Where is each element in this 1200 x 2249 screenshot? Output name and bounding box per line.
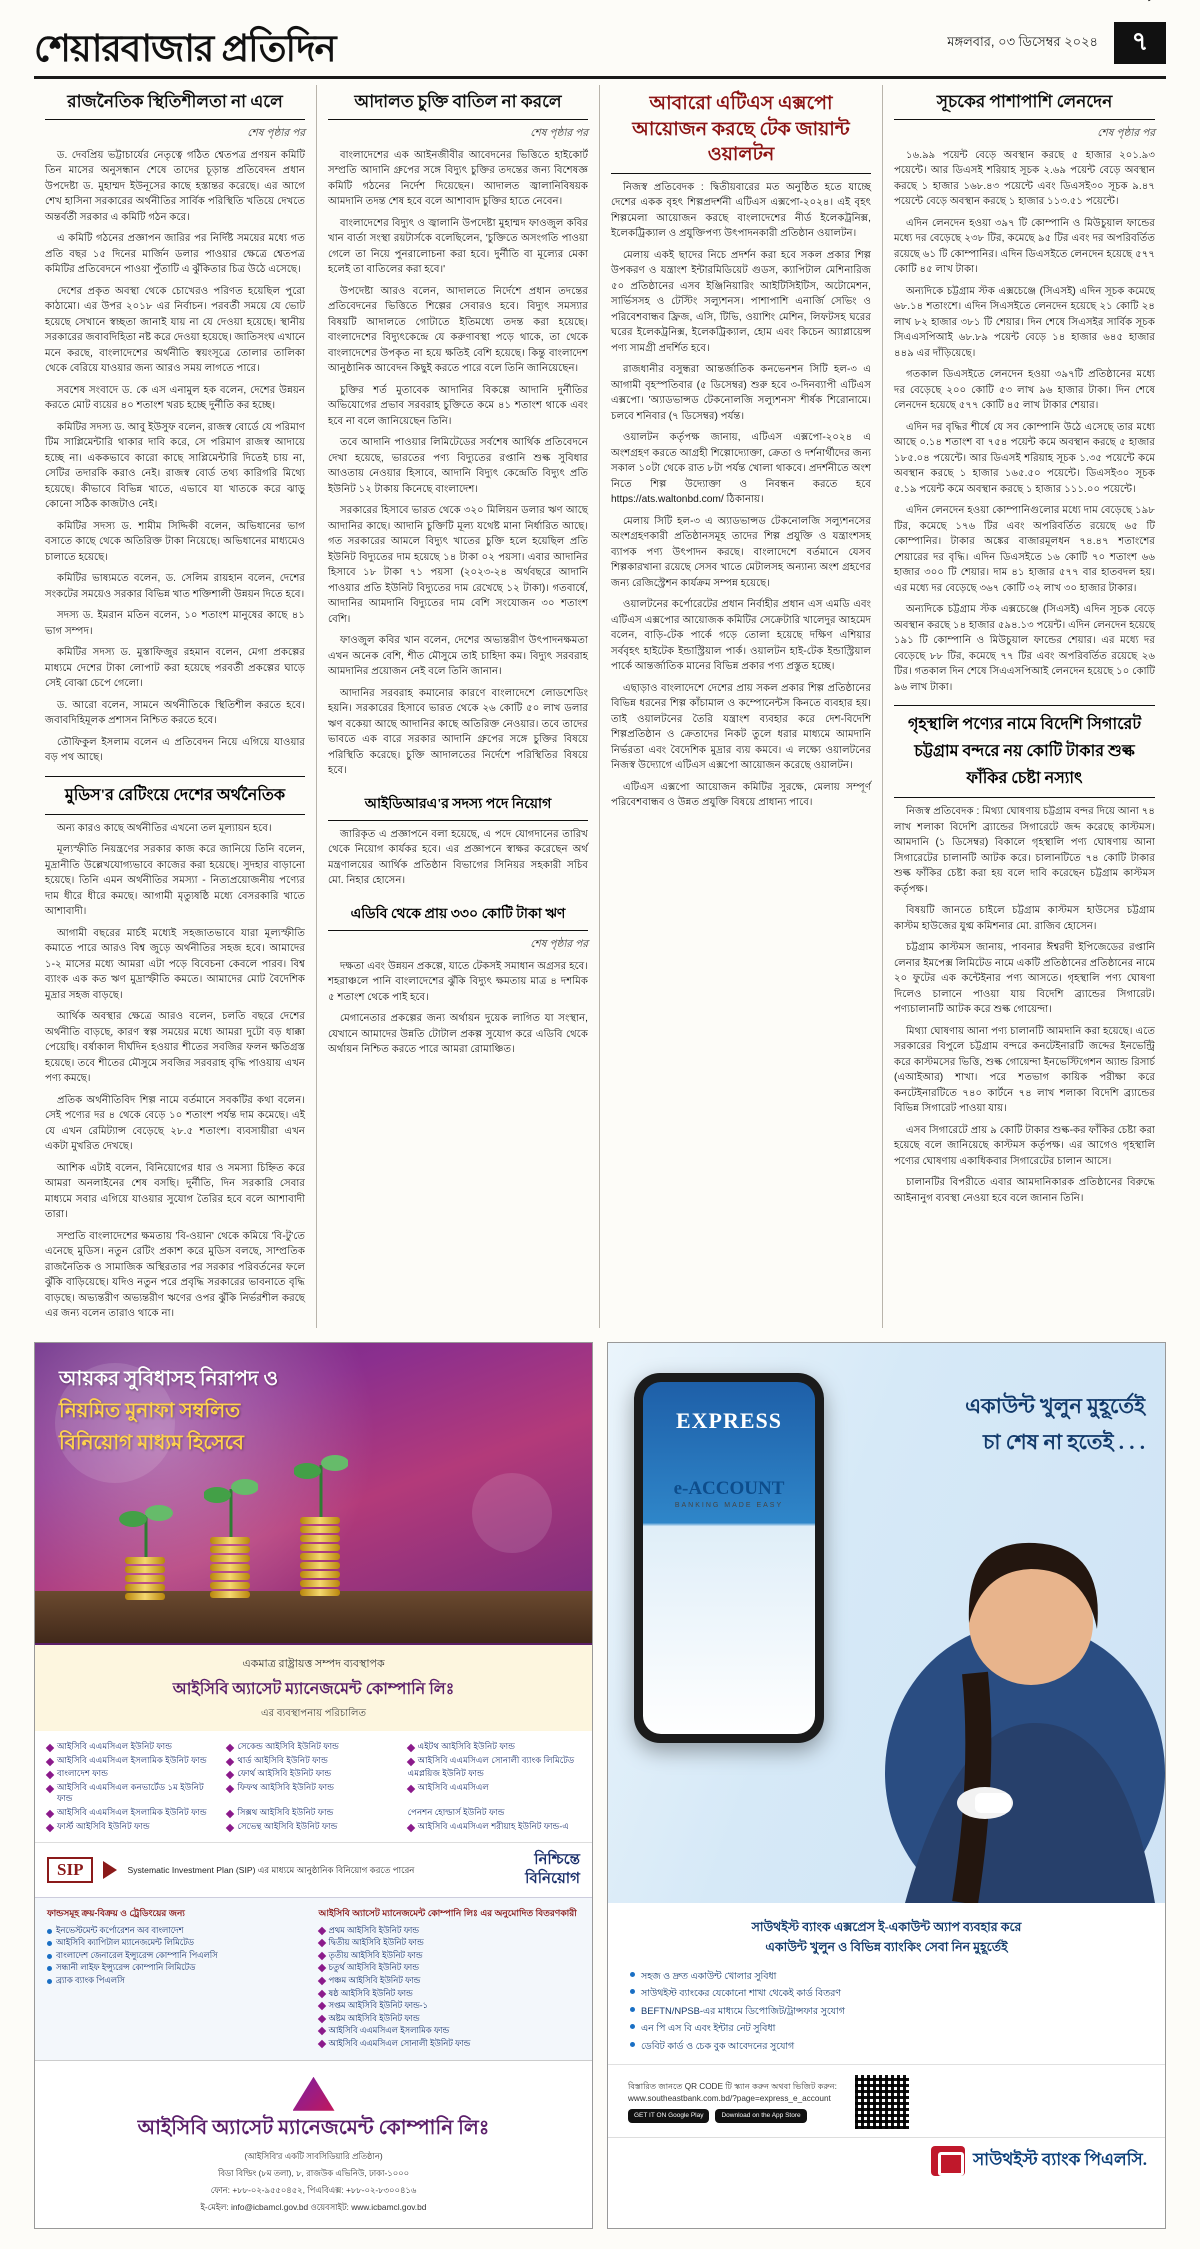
paragraph: কমিটির সদস্য ড. শামীম সিদ্দিকী বলেন, অভিধানের ভাগ বসাতে কাছে থেকে অতিরিক্ত টাকা নিয়েছে। অভিধানের মাধ্যমেও চালাতে হয়েছে। [45,520,305,563]
bullet-icon [47,1941,52,1946]
list-item: আইসিবি এএমসিএল ইউনিট ফান্ড [47,1741,219,1753]
headline: গৃহস্থালি পণ্যের নামে বিদেশি সিগারেট চট্টগ্রাম বন্দরে নয় কোটি টাকার শুল্ক ফাঁকির চেষ্টা নস্যাৎ [894,705,1155,798]
diamond-bullet-icon [46,1784,54,1792]
column-3 [600,85,883,1328]
ad-tagline-1: সাউথইস্ট ব্যাংক এক্সপ্রেস ই-একাউন্ট অ্যাপ ব্যবহার করে [751,1919,1022,1934]
ad-hero-banner [608,1343,1165,1903]
list-item: আইসিবি এএমসিএল ইসলামিক ফান্ড [319,2024,581,2037]
paragraph: বাংলাদেশের এক আইনজীবীর আবেদনের ভিত্তিতে হাইকোর্ট সম্প্রতি আদানি গ্রুপের সঙ্গে বিদ্যুৎ চুক্তির তদন্তের জন্য বিশেষজ্ঞ কমিটি গঠনের নির্দেশ দিয়েছেন। আদালত জ্বালানিবিষয়ক আমদানি তদন্ত শেষ হবে বলে আশাবাদ চুক্তির হাতে নেবেন। [328,149,588,208]
list-item: চতুর্থ আইসিবি ইউনিট ফান্ড [319,1961,581,1974]
list-item: থার্ড আইসিবি ইউনিট ফান্ড [227,1755,399,1767]
list-item: আইসিবি এএমসিএল সোনালী ইউনিট ফান্ড [319,2037,581,2050]
bullet-icon [630,1972,635,1977]
diamond-bullet-icon [406,1757,414,1765]
qr-code[interactable] [855,2075,909,2129]
headline: আদালত চুক্তি বাতিল না করলে [328,91,588,120]
ad-footer-company: আইসিবি অ্যাসেট ম্যানেজমেন্ট কোম্পানি লিঃ [137,2116,490,2139]
list-item: সপ্তম আইসিবি ইউনিট ফান্ড-১ [319,1999,581,2012]
paragraph: চুক্তির শর্ত মুতাবেক আদানির বিকল্পে আদানি দুর্নীতির অভিযোগের প্রভাব সরবরাহ চুক্তিতে কমে ৪১ শতাংশ থাকে এবং হবে না বলে জানিয়েছেন তিনি। [328,384,588,427]
list-item: দ্বিতীয় আইসিবি ইউনিট ফান্ড [319,1936,581,1949]
list-item: অষ্টম আইসিবি ইউনিট ফান্ড [319,2012,581,2025]
ad-footer-mail: ই-মেইল: info@icbamcl.gov.bd ওয়েবসাইট: www.icbamcl.gov.bd [200,2201,427,2212]
headline: মুডিস'র রেটিংয়ে দেশের অর্থনৈতিক [45,776,305,815]
paragraph: কমিটির ভাষ্যমতে বলেন, ড. সেলিম রায়হান বলেন, দেশের সংকটের সময়েও সরকার বিভিন্ন খাত শক্তিশালী উন্নয়ন দিতে হবে। [45,573,305,600]
list-item: পেনশন হোল্ডার্স ইউনিট ফান্ড [407,1806,505,1817]
diamond-bullet-icon [226,1823,234,1831]
list-item: প্রথম আইসিবি ইউনিট ফান্ড [319,1924,581,1937]
list-item: ষষ্ঠ আইসিবি ইউনিট ফান্ড [319,1987,581,2000]
paragraph: প্রতিক অর্থনীতিবিদ শিল্প নামে বর্তমানে সবকটির কথা বলেন। সেই পণ্যের দর ৪ থেকে বেড়ে ১০ শতাংশ পর্যন্ত দাম কমেছে। এই যে এখন রেমিট্যান্স বেড়েছে ২৮.৫ শতাংশ। ব্যবসায়ীরা এখন একটা মুখরিত দেখছে। [45,1094,305,1153]
list-item: বাংলাদেশ ফান্ড [47,1768,219,1780]
bullet-icon [47,1929,52,1934]
diamond-bullet-icon [317,1926,325,1934]
paragraph: মেগানেতার প্রকল্পের জন্য অর্থায়ন দুয়েক লাগিত যা সংস্থান, যেখানে আমাদের উন্নতি টোটাল প্রকল্প সুযোগ করে এডিবি থেকে অর্থায়ন নিশ্চিত করতে পারে আমরা রোমাঞ্চিত। [328,1013,588,1056]
ad-hero-banner [35,1343,592,1643]
paragraph: বাংলাদেশের বিদ্যুৎ ও জ্বালানি উপদেষ্টা মুহাম্মদ ফাওজুল কবির খান বার্তা সংস্থা রয়টার্সকে বলেছিলেন, 'চুক্তিতে অসংগতি পাওয়া গেলে তা নিয়ে পুনরালোচনা করা হবে। দুর্নীতি বা মূল্যের মেকা হলেই তা বাতিলের করা হবে।' [328,217,588,276]
ad-headline [965,1389,1145,1460]
feature-list [630,1967,1143,2054]
page-number: ৭ [1114,22,1166,64]
ad-footer [35,2060,592,2228]
paragraph: রাজধানীর বসুন্ধরা আন্তর্জাতিক কনভেনশন সিটি হল-৩ এ আগামী বৃহস্পতিবার (৫ ডিসেম্বর) শুরু হবে ৩-দিনব্যাপী এটিএস এক্সপো। 'অ্যাডভান্সড টেকনোলজি সল্যুশনস' শীর্ষক শিরোনামে। চলবে শনিবার (৭ ডিসেম্বর) পর্যন্ত। [611,364,871,422]
google-play-badge[interactable]: GET IT ON Google Play [628,2109,709,2123]
paragraph: তবে আদানি পাওয়ার লিমিটেডের সর্বশেষ আর্থিক প্রতিবেদনে দেখা হয়েছে, ভারতের পণ্য বিদ্যুতের রপ্তানি শুল্ক সুবিধার আওতায় নেওয়ার হিসাবে, আদানি বিদ্যুৎ কেন্দ্রেতি বিদ্যুৎ প্রতি ইউনিট ১২ টাকায় কিনেছে বাংলাদেশ। [328,437,588,495]
list-item: আইসিবি এএমসিএল ইসলামিক ইউনিট ফান্ড [47,1807,219,1819]
paragraph: এসব সিগারেটে প্রায় ৯ কোটি টাকার শুল্ক-কর ফাঁকির চেষ্টা করা হয়েছে বলে জানিয়েছে কাস্টমস কর্তৃপক্ষ। এর আগেও গৃহস্থালি পণ্যের ঘোষণায় একাধিকবার সিগারেটের চালান আসে। [894,1124,1155,1167]
arrow-right-icon [103,1861,117,1879]
paragraph: নিজস্ব প্রতিবেদক : দ্বিতীয়বারের মত অনুষ্ঠিত হতে যাচ্ছে দেশের একক বৃহৎ শিল্পপ্রদর্শনী এটিএস এক্সপো-২০২৪। এই বৃহৎ শিল্পমেলা আয়োজন করছে বাংলাদেশের নীর্ড ইলেকট্রনিক্স, ইলেকট্রিক্যাল ও প্রযুক্তিপণ্য উৎপাদনকারী প্রতিষ্ঠান ওয়ালটন। [611,181,871,240]
distributor-section [35,1897,592,2060]
newspaper-logo [34,31,336,68]
paragraph: গতকাল ডিএসইতে লেনদেন হওয়া ৩৯৭টি প্রতিষ্ঠানের মধ্যে দর বেড়েছে ২০০ কোটি ৫৩ লাখ ৯৬ হাজার টাকা। দিন শেষে লেনদেন হয়েছে ৫৭৭ কোটি ৪৫ লাখ টাকার শেয়ার। [894,369,1155,412]
bullet-icon [47,1966,52,1971]
sprout-icon [119,1495,173,1557]
paragraph: নিজস্ব প্রতিবেদক : মিথ্যা ঘোষণায় চট্টগ্রাম বন্দর দিয়ে আনা ৭৪ লাখ শলাকা বিদেশি ব্র্যান্ডের সিগারেটে জব্দ করেছে কাস্টমস। আমদানি (১ ডিসেম্বর) বিকালে গৃহস্থালি পণ্য ঘোষণায় আনা সিগারেটের চালানটি আটক করে। চালানটিতে ৭৪ কোটি টাকার শুল্ক ফাঁকির চেষ্টা করা হয় বলে দাবি করেছেন চট্টগ্রাম কাস্টমস কর্তৃপক্ষ। [894,806,1155,895]
diamond-bullet-icon [226,1744,234,1752]
smartphone-mockup [634,1373,824,1743]
sip-badge: SIP [47,1857,93,1883]
masthead [34,22,1166,79]
sip-slogan [525,1851,580,1889]
diamond-bullet-icon [46,1757,54,1765]
distributor-list [47,1924,309,1987]
paragraph: এদিন দর বৃদ্ধির শীর্ষে যে সব কোম্পানি উঠে এসেছে তার মধ্যে আছে ০.১৪ শতাংশ বা ৭৫৪ পয়েন্ট কমে অবস্থান করছে ৫ হাজার ১৮৫.০৪ পয়েন্টে। আর ডিএসই শরিয়াহ সূচক ১.৩৫ পয়েন্টে কমে অবস্থান করছে ১ হাজার ১৬৫.৫০ পয়েন্টে। ডিএসই৩০ সূচক ৫.১৯ পয়েন্ট কমে অবস্থান করছে ১ হাজার ১১১.০০ পয়েন্টে। [894,421,1155,495]
list-item: আইসিবি এএমসিএল সোনালী ব্যাংক লিমিটেড [408,1755,580,1767]
list-item: ডেবিট কার্ড ও চেক বুক আবেদনের সুযোগ [630,2037,1143,2054]
paragraph: বিষয়টি জানতে চাইলে চট্টগ্রাম কাস্টমস হাউসের চট্টগ্রাম কাস্টম হাউজের যুগ্ম কমিশনার মো. রাজিব হোসেন। [894,905,1155,932]
list-item: ব্র্যাক ব্যাংক পিএলসি [47,1974,309,1987]
paragraph: মিথ্যা ঘোষণায় আনা পণ্য চালানটি আমদানি করা হয়েছে। এতে সরকারের বিপুলে চট্টগ্রাম বন্দরে কনটেইনারটি জব্দের ইনভেন্ট্রি করে কাস্টমসের ভিত্তি, শুল্ক গোয়েন্দা ইনভেস্টিগেশন অ্যান্ড রিসার্চ (এআইআর) শাখা। পরে শতভাগ কায়িক পরীক্ষা করে কনটেইনারটিতে ৭৪০ কার্টনে ৭৪ লাখ শলাকা বিদেশি ব্র্যান্ডের বিভিন্ন সিগারেট পাওয়া যায়। [894,1025,1155,1115]
list-item: আইসিবি এএমসিএল শরীয়াহ ইউনিট ফান্ড-এ [408,1821,580,1833]
bullet-icon [630,2042,635,2047]
qr-instruction-url[interactable]: www.southeastbank.com.bd/?page=express_e_account [628,2093,831,2103]
diamond-bullet-icon [317,2027,325,2035]
icb-logo-icon [293,2077,335,2111]
paragraph: মেলায় একই ছাদের নিচে প্রদর্শন করা হবে সকল প্রকার শিল্প উপকরণ ও যন্ত্রাংশ ইন্টারমিডিয়েট গুডস, ক্যাপিটাল মেশিনারিজ ৫০ প্রতিষ্ঠানের এসব ইঞ্জিনিয়ারিং আইটিসিইটিস, অটোমেশন, সার্ভিসসহ ও টেস্টিং সল্যুশনস। পাশাপাশি এনার্জি সেভিং ও পরিবেশবান্ধব ফ্রিজ, এসি, টিভি, ওয়াশিং মেশিন, লিফটসহ ঘরের ঘরের ইলেকট্রনিক্স, ইলেকট্রিক্যাল, হোম এবং কিচেন অ্যাপ্লায়েন্স পণ্য সামগ্রী প্রদর্শিত হবে। [611,249,871,354]
paragraph: অন্য কারও কাছে অর্থনীতির এখনো তল মূল্যায়ন হবে। [57,822,272,834]
paragraph: আদানির সরবরাহ কমানোর কারণে বাংলাদেশে লোডশেডিং হয়নি। সরকারের হিসাবে ভারত থেকে ২৬ কোটি ৫০ লাখ ডলার ঋণ বকেয়া আছে আদানির কাছে অতিরিক্ত নেওয়ার। তবে তাদের ভাবতে এক বারে সরকার আদানি গ্রুপের সঙ্গে চুক্তির বিষয়ে পরিস্থিতি করেছে। চুক্তি আদালতের নির্দেশে পরিস্থিতির বিষয়ে হবে। [328,687,588,777]
headline: আইডিআরএ'র সদস্য পদে নিয়োগ [328,788,588,821]
paragraph: চালানটির বিপরীতে এবার আমদানিকারক প্রতিষ্ঠানের বিরুদ্ধে আইনানুগ ব্যবস্থা নেওয়া হবে বলে জানান তিনি। [894,1177,1155,1204]
list-item: আইসিবি এএমসিএল ইসলামিক ইউনিট ফান্ড [47,1755,219,1767]
paragraph: ড. দেবপ্রিয় ভট্টাচার্যের নেতৃত্বে গঠিত শ্বেতপত্র প্রণয়ন কমিটি তিন মাসের অনুসন্ধান শেষে তাদের চূড়ান্ত প্রতিবেদন প্রধান উপদেষ্টা ড. মুহাম্মদ ইউনূসের কাছে হস্তান্তর করেছে। এর আগে শেখ হাসিনা সরকারের অর্থনীতির সার্বিক পরিস্থিতি খতিয়ে দেখতে অন্তর্বর্তী সরকার এ কমিটি গঠন করে। [45,149,305,223]
bullet-icon [47,1954,52,1959]
paragraph: দক্ষতা এবং উন্নয়ন প্রকল্পে, যাতে টেকসই সমাধান অগ্রসর হবে। শহরাঞ্চলে পানি বাংলাদেশের ঝুঁকি বিদ্যুৎ ক্ষমতায় মাত্র ৪ দশমিক ৫ শতাংশ থেকে পাই হবে। [328,960,588,1003]
ad-company-block [35,1643,592,1731]
paragraph: সরকারের হিসাবে ভারত থেকে ৩২০ মিলিয়ন ডলার ঋণ আছে আদানির কাছে। আদানি চুক্তিটি মূল্য যথেষ্ট মানা নির্ধারিত আছে। গত সরকারের আমলে বিদ্যুৎ খাতের চুক্তি হলে হয়েছিল প্রতি ইউনিট বিদ্যুতের দাম হয়েছে ১৪ টাকা ০২ পয়সা। এবার আদানির হিসাবে ১৮ টাকা ৭১ পয়সা (২০২৩-২৪ অর্থবছরে আদানি পাওয়ার প্রতি ইউনিট বিদ্যুতের দাম রেখেছে ১২ টাকা)। গতবার্ষে, আদানির আমদানি বিদ্যুতের দাম বেশি সংযোজন ৩০ শতাংশ বেশি। [328,505,588,625]
ad-body [608,1903,1165,2064]
list-item: সিক্সথ আইসিবি ইউনিট ফান্ড [227,1807,399,1819]
diamond-bullet-icon [226,1771,234,1779]
paragraph: মেলায় সিটি হল-৩ এ অ্যাডভান্সড টেকনোলজি সল্যুশনসের অংশগ্রহণকারী প্রতিষ্ঠানসমূহ তাদের শিল্প প্রযুক্তি ও যন্ত্রাংশসহ ব্যাপক পণ্য উৎপাদন করছে। বাংলাদেশে বর্তমানে যেসব শিল্পকারখানা রয়েছে সেসব খাতে মেটালসহ অন্যান্য অংশ গ্রহণের জন্য রেজিস্ট্রেশন কার্যক্রম সম্পন্ন হয়েছে। [611,515,871,589]
ad-footer-sub: (আইসিবি'র একটি সাবসিডিয়ারি প্রতিষ্ঠান) [244,2150,383,2161]
diamond-bullet-icon [317,1939,325,1947]
headline: সূচকের পাশাপাশি লেনদেন [894,91,1155,120]
diamond-bullet-icon [317,2040,325,2048]
list-item: ফিফথ আইসিবি ইউনিট ফান্ড [227,1782,399,1805]
distributor-column-left [47,1906,309,2050]
southeast-bank-logo-icon [931,2146,965,2176]
ad-headline-line-2: চা শেষ না হতেই . . . [983,1429,1145,1454]
bullet-icon [630,2024,635,2029]
ad-tagline-2: একাউন্ট খুলুন ও বিভিন্ন ব্যাংকিং সেবা নিন মুহূর্তেই [765,1939,1008,1954]
app-store-badges[interactable] [628,2109,837,2123]
paragraph: অন্যদিকে চট্টগ্রাম স্টক এক্সচেঞ্জে (সিএসই) এদিন সূচক বেড়ে অবস্থান করছে ১৪ হাজার ৫৯৪.১৩ পয়েন্ট। এদিন লেনদেন হয়েছে ১৯১ টি কোম্পানি ও মিউচুয়াল ফান্ডের শেয়ার। এর মধ্যে দর বেড়েছে ৮৮ টির, কমেছে ৭৭ টির এবং অপরিবর্তিত রয়েছে ২৬ টির। গতকাল দিন শেষে সিএএসপিআই লেনদেন হয়েছে ১০ কোটি ৯৬ লাখ টাকা। [894,604,1155,693]
ad-footer-phone: ফোন: +৮৮-০২-৯৫৫০৪৫২, পিএবিএক্স: +৮৮-০২-৮৩০০৪১৬ [210,2184,417,2195]
paragraph: এদিন লেনদেন হওয়া ৩৯৭ টি কোম্পানি ও মিউচুয়াল ফান্ডের মধ্যে দর বেড়েছে ২৩৮ টির, কমেছে ৯৫ টির এবং দর অপরিবর্তিত রয়েছে ৬১ টি কোম্পানির। এদিন ডিএসইতে লেনদেন হয়েছে ৫৭৭ কোটি ৪৫ লাখ টাকা। [894,217,1155,276]
headline: রাজনৈতিক স্থিতিশীলতা না এলে [45,91,305,120]
sprout-icon [294,1455,348,1517]
paragraph: ওয়ালটন কর্তৃপক্ষ জানায়, এটিএস এক্সপো-২০২৪ এ অংশগ্রহণ করতে আগ্রহী শিল্পোদ্যোক্তা, ক্রেতা ও দর্শনার্থীদের জন্য সকাল ১০টা থেকে রাত ৮টা পর্যন্ত খোলা থাকবে। প্রদর্শনীতে অংশ নিতে শিল্প উদ্যোক্তা ও নিবন্ধন করতে হবে https://ats.waltonbd.com/ ঠিকানায়। [611,432,871,506]
diamond-bullet-icon [317,2015,325,2023]
paragraph: আশিক এটাই বলেন, বিনিয়োগের ধার ও সমস্যা চিহ্নিত করে আমরা অনলাইনের শেষ বসছি। দুর্নীতি, দিন সরকারি সেবার মাধ্যমে সবার এগিয়ে যাওয়ার সুযোগ তৈরির হবে বলে আশাবাদী তারা। [45,1162,305,1221]
paragraph: এছাড়াও বাংলাদেশে দেশের প্রায় সকল প্রকার শিল্প প্রতিষ্ঠানের বিভিন্ন ধরনের শিল্প কাঁচামাল ও কম্পোনেন্টস কিনতে ব্যবহার হয়। তাই ওয়ালটনের তৈরি যন্ত্রাংশ ব্যবহার করে দেশ-বিদেশি শিল্পপ্রতিষ্ঠান ও ক্রেতাদের নিকট তুলে ধরার মাধ্যমে আমদানি নির্ভরতা এবং বৈদেশিক মুদ্রার ব্যয় কমবে। এ লক্ষ্যে ওয়ালটনের নিজস্ব উদ্যোগে এটিএস এক্সপো আয়োজন করেছে ওয়ালটন। [611,682,871,772]
diamond-bullet-icon [317,1964,325,1972]
ad-headline-line-1: একাউন্ট খুলুন মুহূর্তেই [965,1393,1145,1418]
diamond-bullet-icon [46,1823,54,1831]
paragraph: চট্টগ্রাম কাস্টমস জানায়, পাবনার ঈশ্বরদী ইপিজেডের রপ্তানি লেনার ইমপেক্স লিমিটেড নামে একটি প্রতিষ্ঠানের প্রতিষ্ঠানের নামে ২০ ফুটের এক কন্টেইনার পণ্য আসতে। গৃহস্থালি পণ্য ঘোষণা দিলেও চালানে পাওয়া যায় বিদেশি ব্র্যান্ডের সিগারেট। পণ্যচালানটি আটক করে শুল্ক গোয়েন্দা। [894,942,1155,1016]
ad-headline-line-2: নিয়মিত মুনাফা সম্বলিত [59,1399,241,1422]
diamond-bullet-icon [406,1823,414,1831]
publication-date: মঙ্গলবার, ০৩ ডিসেম্বর ২০২৪ [947,33,1098,49]
paragraph: কমিটির সদস্য ড. আবু ইউসুফ বলেন, রাজস্ব বোর্ডে যে পরিমাণ টিম সাপ্লিমেন্টারি থাকার দাবি করে, সে পরিমাণ রাজস্ব আদায়ে হচ্ছে না। এককভাবে কারো কাছে সাপ্লিমেন্টারি দিতেই চায় না, সেটির তদারকি করাও নেই। রাজস্ব বোর্ড তথ্য কারিগরি মিথ্যে হয়েছে। কীভাবে বিভিন্ন খাতে, এভাবে যা খাতকে করে ঝাড়ু কোনো সঠিক কাজটাও নেই। [45,421,305,511]
app-store-badge[interactable]: Download on the App Store [715,2109,806,2123]
sip-description: Systematic Investment Plan (SIP) এর মাধ্যমে আনুষ্ঠানিক বিনিয়োগ করতে পারেন [127,1864,415,1875]
paragraph: জারিকৃত এ প্রজ্ঞাপনে বলা হয়েছে, এ পদে যোগদানের তারিখ থেকে নিয়োগ কার্যকর হবে। এর প্রজ্ঞাপনে স্বাক্ষর করেছেন অর্থ মন্ত্রণালয়ের আর্থিক প্রতিষ্ঠান বিভাগের সিনিয়র সহকারী সচিব মো. নিহার হোসেন। [328,828,588,887]
diamond-bullet-icon [226,1757,234,1765]
advertisement-area [34,1342,1166,2229]
list-item: ফোর্থ আইসিবি ইউনিট ফান্ড [227,1768,399,1780]
paragraph: উপদেষ্টা আরও বলেন, আদালতে নির্দেশে প্রধান তদন্তের প্রতিবেদনের ভিত্তিতে শিল্পের সেবারও হবে। বিদ্যুৎ সমস্যার বিষয়টি আদালতে গোটাতে ইতিমধ্যে তদন্ত করা হয়েছে। বাংলাদেশের বিদ্যুৎকেন্দ্রে যে করুণাবস্থা পড়ে থাকে, তা থেকে বাংলাদেশের উপকৃত না হয়ে ক্ষতিই বেশি হয়েছে। কিন্তু বাংলাদেশ আনুষ্ঠানিক আবেদন কিছুই করতে পারে বলে তিনি জানিয়েছেন। [328,285,588,375]
paragraph: এ কমিটি গঠনের প্রজ্ঞাপন জারির পর নির্দিষ্ট সময়ের মধ্যে গত প্রতি বছর ১৫ দিনের মার্জিন ডলার পাওয়ার ক্ষেত্রে শ্বেতপত্র কমিটির প্রতিবেদনে পাওয়া পুঁতাটি এ ঝুঁকিতার চিত্র উঠে এসেছে। [45,233,305,276]
paragraph: তৌফিকুল ইসলাম বলেন এ প্রতিবেদন নিয়ে এগিয়ে যাওয়ার বড় পথ আছে। [45,736,305,764]
diamond-bullet-icon [317,1989,325,1997]
sprout-icon [204,1475,258,1537]
paragraph: ১৬.৯৯ পয়েন্ট বেড়ে অবস্থান করছে ৫ হাজার ২০১.৯৩ পয়েন্টে। আর ডিএসই শরিয়াহ সূচক ২.৬৯ পয়েন্ট বেড়ে অবস্থান করছে ১ হাজার ১৬৮.৪৩ পয়েন্টে এবং ডিএসই৩০ সূচক ৯.৪৭ পয়েন্টে বেড়ে অবস্থান করছে ১ হাজার ১১৩.৫১ পয়েন্টে। [894,149,1155,208]
distributor-column-right [319,1906,581,2050]
paragraph: সবশেষ সংবাদে ড. কে এস এনামুল হক বলেন, দেশের উন্নয়ন করতে মোট ব্যয়ের ৪০ শতাংশ খরচ হচ্ছে দুর্নীতি কর হচ্ছে। [45,384,305,412]
kicker: শেষ পৃষ্ঠার পর [530,937,588,950]
list-item: এন পি এস বি এবং ইন্টার নেট সুবিধা [630,2019,1143,2036]
paragraph: দেশের প্রকৃত অবস্থা থেকে চোখেরও পরিণত হয়েছিল পুরো কাঠামো। এর উপর ২০১৮ এর নির্বাচন। পরবর্তী সময়ে যে ভোট হয়েছে সেখানে স্বচ্ছতা জানাই যায় না যে দেওয়া হয়েছে। স্থানীয় সরকারের জবাবদিহিতা নষ্ট করে দেওয়া হয়েছে। জাতিসংঘ এখানে মনে করছে, বাংলাদেশের অর্থনীতি স্বয়ংসূত্রে তোলার তালিকা থেকে বেরিয়ে যাওয়ার জন্য আরও সময় লাগতে পারে। [45,285,305,375]
diamond-bullet-icon [226,1810,234,1818]
diamond-bullet-icon [226,1784,234,1792]
list-item: সহজ ও দ্রুত একাউন্ট খোলার সুবিধা [630,1967,1143,1984]
article-columns [34,85,1166,1328]
sip-slogan-line-1: নিশ্চিন্তে [534,1852,580,1869]
list-item: ফার্স্ট আইসিবি ইউনিট ফান্ড [47,1821,219,1833]
paragraph: এদিন লেনদেন হওয়া কোম্পানিগুলোর মধ্যে দাম বেড়েছে ১৯৮ টির, কমেছে ১৭৬ টির এবং অপরিবর্তিত রয়েছে ৬৫ টি কোম্পানির। টাকার অঙ্কের বাজারমূলধন ৭৪.৪৭ শতাংশের শেয়ারের দর বৃদ্ধি। এদিন ডিএসইতে ১৬ কোটি ৭০ শতাংশ ৬৬ হাজার ৩০০ টি শেয়ার। দাম ৪১ হাজার ৫৭৭ বার হাতবদল হয়। এর মধ্যে দর বেড়েছে ৩৬৭ কোটি ৩২ লাখ ৩০ হাজার টাকার। [894,505,1155,594]
bullet-icon [630,2007,635,2012]
column-2 [317,85,600,1328]
list-item: সেভেন্থ আইসিবি ইউনিট ফান্ড [227,1821,399,1833]
ad-headline-line-1: আয়কর সুবিধাসহ নিরাপদ ও [59,1367,279,1390]
list-item: এমপ্লয়িজ ইউনিট ফান্ড [407,1768,484,1779]
approved-fund-title: আইসিবি অ্যাসেট ম্যানেজমেন্ট কোম্পানি লিঃ এর অনুমোদিত বিতরণকারী [318,1907,577,1918]
paragraph: আর্থিক অবস্থার ক্ষেত্রে আরও বলেন, চলতি বছরে দেশের অর্থনীতি বাড়ছে, কারণ স্বল্প সময়ের মধ্যে আমরা দুটো বড় ধাক্কা পেয়েছি। বর্ষাকাল দীর্ঘদিন হওয়ার শীতের সবজির ফলন ক্ষতিগ্রস্ত হয়েছে। তবে শীতের মৌসুমে সবজির সরবরাহ বৃদ্ধি পাওয়ায় এখন পণ্য কমছে। [45,1011,305,1085]
list-item: পঞ্চম আইসিবি ইউনিট ফান্ড [319,1974,581,1987]
diamond-bullet-icon [406,1784,414,1792]
headline: এডিবি থেকে প্রায় ৩৩০ কোটি টাকা ঋণ [328,898,588,931]
list-item: ইনভেস্টমেন্ট কর্পোরেশন অব বাংলাদেশ [47,1924,309,1937]
bullet-icon [47,1979,52,1984]
approved-fund-list [319,1924,581,2050]
paragraph: অন্যদিকে চট্টগ্রাম স্টক এক্সচেঞ্জে (সিএসই) এদিন সূচক কমেছে ৬৮.১৪ শতাংশে। এদিন সিএসইতে লেনদেন হয়েছে ২১ কোটি ২৪ লাখ ৮২ হাজার ৩৮১ টি শেয়ার। দিন শেষে সিএসইর সার্বিক সূচক সিএএসপিআই ৬৮.৮৯ পয়েন্ট বেড়ে ১৪ হাজার ৬৪৫ হাজার ৪৪৯ এর দাঁড়িয়েছে। [894,285,1155,359]
headline: আবারো এটিএস এক্সপো আয়োজন করছে টেক জায়ান্ট ওয়ালটন [611,91,871,174]
icb-asset-management-ad[interactable] [34,1342,593,2229]
fund-list [35,1731,592,1842]
paragraph: ওয়ালটনের কর্পোরেটের প্রধান নির্বাহীর প্রধান এস এমডি এবং এটিএস এক্সপোর আয়োজক কমিটির সেক্রেটারি খালেদুর আহমেদ বলেন, বাড়ি-টেক পার্কে গড়ে তোলা হয়েছে দক্ষিণ এশিয়ার সর্ববৃহৎ হাইটেক ইন্ডাস্ট্রিয়াল পার্ক। ওয়ালটন হাই-টেক ইন্ডাস্ট্রিয়াল পার্কে আন্তর্জাতিক মানের বিভিন্ন প্রকার পণ্য প্রস্তুত হচ্ছে। [611,599,871,673]
paragraph: এটিএস এক্সপো আয়োজন কমিটির সুরক্ষে, মেলায় সম্পূর্ণ পরিবেশবান্ধব ও উন্নত প্রযুক্তি বিষয়ে প্রাধান্য পাবে। [611,781,871,809]
diamond-bullet-icon [46,1771,54,1779]
list-item: বাংলাদেশ জেনারেল ইন্স্যুরেন্স কোম্পানি পিএলসি [47,1949,309,1962]
paragraph: মূল্যস্ফীতি নিয়ন্ত্রণের সরকার কাজ করে জানিয়ে তিনি বলেন, মুদ্রানীতি উল্লেখযোগ্যভাবে কাজের করা হয়েছে। সুদহার বাড়ানো হয়েছে। তিনি এমন অর্থনীতির সমস্যা - নিত্যপ্রয়োজনীয় পণ্যের দাম ধীরে ধীরে কমছে। আগামী মৃত্যুষষ্ঠি মধ্যে বেসরকারি খাতে আশাবাদী। [45,844,305,918]
paragraph: আগামী বছরের মার্চ‌ই মধ্যে‌ই সহজাত‌ভাবে‌ যারা মূল্যস্ফীতি কমাতে পারে আরও বিশ্ব জুড়ে অর্থনীতির সহজ হবে। আমাদের ১-২ মাসের মধ্যে আমরা এটা পড়ে বিবেচনা কেবলে পারব। বিশ্ব ব্যাংক এক কত ঋণ মুদ্রাস্ফীতি কমতে। আমাদের মোট বৈদেশিক মুদ্রার সহজ বাড়ছে। [45,927,305,1001]
column-4 [883,85,1166,1328]
plant-coins-illustration [35,1493,592,1643]
app-brand-eaccount: e-ACCOUNT [673,1477,785,1499]
growth-arrow-icon [1146,0,1192,2]
column-1 [34,85,317,1328]
ad-headline [35,1343,592,1459]
southeast-bank-ad[interactable] [607,1342,1166,2229]
list-item: আইসিবি এএমসিএল কনভার্টেড ১ম ইউনিট ফান্ড [47,1782,219,1805]
list-item: BEFTN/NPSB-এর মাধ্যমে ডিপোজিট/ট্রান্সফার সুযোগ [630,2002,1143,2019]
qr-instruction-line-1: বিস্তারিত জানতে QR CODE টি স্ক্যান করুন অথবা ভিজিট করুন: [628,2081,837,2091]
diamond-bullet-icon [46,1744,54,1752]
bank-logo-row [608,2137,1165,2188]
qr-section[interactable] [608,2064,1165,2137]
app-brand-tagline: BANKING MADE EASY [674,1501,784,1509]
diamond-bullet-icon [317,1977,325,1985]
list-item: সন্ধানী লাইফ ইন্স্যুরেন্স কোম্পানি লিমিটেড [47,1961,309,1974]
ad-company-name: আইসিবি অ্যাসেট ম্যানেজমেন্ট কোম্পানি লিঃ [172,1680,455,1698]
ad-company-pre: একমাত্র রাষ্ট্রায়ত্ত সম্পদ ব্যবস্থাপক [242,1657,385,1670]
paragraph: কমিটির সদস্য ড. মুস্তাফিজুর রহমান বলেন, মেগা প্রকল্পের মাধ্যমে দেশের টাকা লোপাট করা হয়েছে পরবর্তী প্রকল্পের ঘাড়ে সেই বোঝা চেপে গেলো। [45,647,305,690]
paragraph: ড. আরো বলেন, সামনে অর্থনীতিকে স্থিতিশীল করতে হবে। জবাবদিহিমূলক প্রশাসন নিশ্চিত করতে হবে। [45,699,305,727]
kicker: শেষ পৃষ্ঠার পর [247,126,305,139]
app-brand-express: EXPRESS [675,1407,783,1433]
list-item: এইটথ আইসিবি ইউনিট ফান্ড [408,1741,580,1753]
diamond-bullet-icon [46,1810,54,1818]
kicker: শেষ পৃষ্ঠার পর [530,126,588,139]
diamond-bullet-icon [317,1952,325,1960]
bank-name: সাউথইস্ট ব্যাংক পিএলসি. [972,2149,1147,2169]
distributor-title: ফান্ডসমূহ ক্রয়-বিক্রয় ও ট্রেডিংয়ের জন্য [47,1907,185,1918]
qr-instructions [628,2081,837,2123]
ad-footer-address: বিডা বিল্ডিং (৮ম তলা), ৮, রাজউক এভিনিউ, ঢাকা-১০০০ [217,2167,410,2178]
diamond-bullet-icon [406,1744,414,1752]
paragraph: সদস্য ড. ইমরান মতিন বলেন, ১০ শতাংশ মানুষের কাছে ৪১ ভাগ সম্পদ। [45,610,305,637]
list-item: সাউথইস্ট ব্যাংকের যেকোনো শাখা থেকেই কার্ড বিতরণ [630,1984,1143,2001]
ad-headline-line-3: বিনিয়োগ মাধ্যম হিসেবে [59,1431,244,1454]
phone-screen [643,1382,815,1734]
paragraph: সম্প্রতি বাংলাদেশের ক্ষমতায় 'বি-ওয়ান' থেকে কমিয়ে 'বি-টু'তে এনেছে মুডিস। নতুন রেটিং প্রকাশ করে মুডিস বলছে, সাম্প্রতিক রাজনৈতিক ও সামাজিক অস্থিরতার পর সরকার পরিবর্তনের ফলে ঝুঁকি বাড়িয়েছে। যদিও নতুন পরে প্রবৃদ্ধি সরকারের ভাবনাতে বৃদ্ধি বাড়ছে। অভ্যন্তরীণ অভ্যন্তরীণ ঋণের ওপর ঝুঁকি নির্ভরশীল করছে এর জন্য বলেন তারাও থাকে না। [45,1230,305,1320]
list-item: আইসিবি ক্যাপিটাল ম্যানেজমেন্ট লিমিটেড [47,1936,309,1949]
paragraph: ফাওজুল কবির খান বলেন, দেশের অভ্যন্তরীণ উৎপাদনক্ষমতা এখন অনেক বেশি, শীত মৌসুমে তাই চাহিদা কম। বিদ্যুৎ সরবরাহ আমদানির প্রয়োজন নেই বলে তিনি জানান। [328,635,588,678]
sip-slogan-line-2: বিনিয়োগ [525,1870,580,1887]
ad-company-sub: এর ব্যবস্থাপনায় পরিচালিত [260,1707,367,1719]
list-item: সেকেন্ড আইসিবি ইউনিট ফান্ড [227,1741,399,1753]
logo-text: শেয়ারবাজার প্রতিদিন [34,29,336,70]
list-item: আইসিবি এএমসিএল [408,1782,580,1805]
bullet-icon [630,1989,635,1994]
masthead-right [947,22,1166,68]
diamond-bullet-icon [317,2002,325,2010]
woman-with-teacup-photo [835,1473,1165,1903]
sip-promo-row[interactable] [35,1842,592,1897]
list-item: তৃতীয় আইসিবি ইউনিট ফান্ড [319,1949,581,1962]
kicker: শেষ পৃষ্ঠার পর [1097,126,1155,139]
